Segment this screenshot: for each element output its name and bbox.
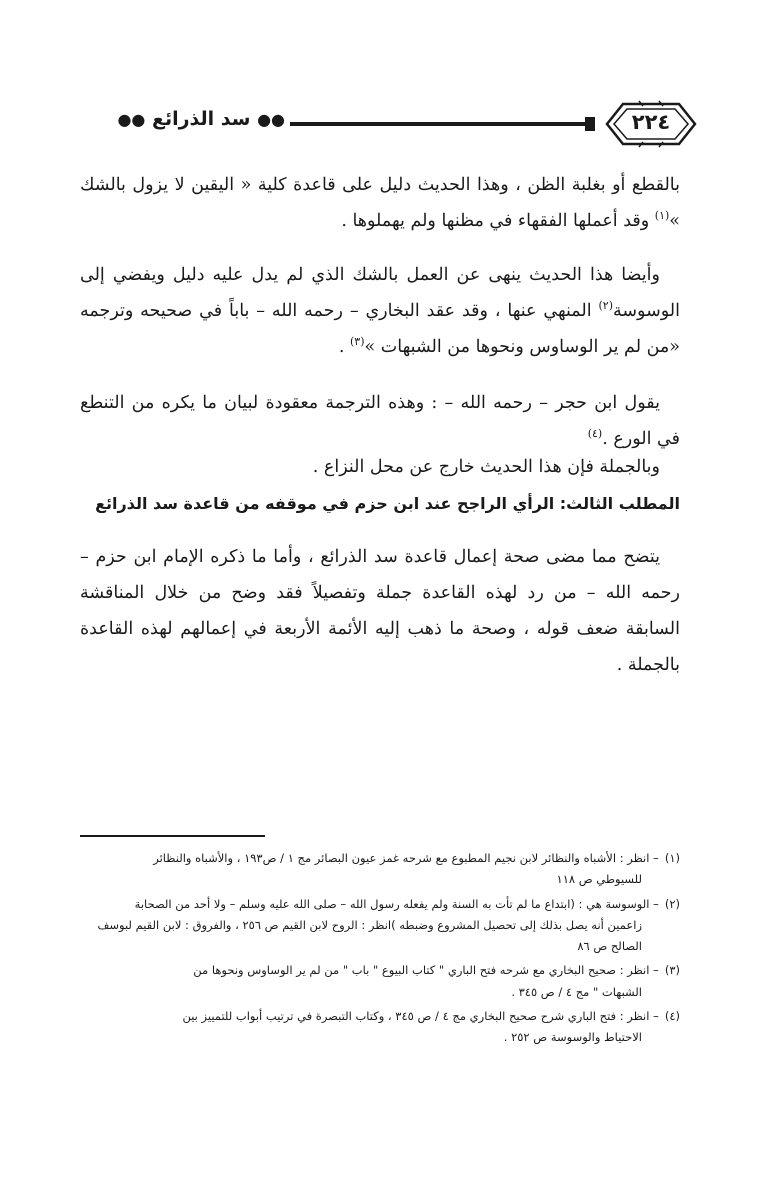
- footnote-ref-4: (٤): [587, 427, 603, 441]
- header-rule-cap: [585, 117, 595, 131]
- footnote-number: (٣): [664, 963, 680, 978]
- page-number-badge: [603, 100, 699, 148]
- footnote-ref-3: (٣): [350, 334, 365, 348]
- paragraph-1-end: وقد أعملها الفقهاء في مظنها ولم يهملوها .: [341, 210, 655, 231]
- paragraph-2: [80, 258, 680, 366]
- footnote-ref-1: (١): [654, 209, 670, 223]
- footnote-continuation: الاحتياط والوسوسة ص ٢٥٢ .: [503, 1030, 642, 1045]
- footnote-text: – انظر : الأشباه والنظائر لابن نجيم المطبوع مع شرحه غمز عيون البصائر مج ١ / ص١٩٣ ، والأشباه والنظائر: [153, 851, 659, 865]
- paragraph-2-text-a: وأيضا هذا الحديث ينهى عن العمل بالشك الذي لم يدل عليه دليل ويفضي إلى الوسوسة: [80, 265, 680, 321]
- paragraph-1: [80, 168, 680, 240]
- page-number: ٢٢٤: [631, 110, 671, 134]
- paragraph-2-text-c: .: [338, 336, 350, 357]
- footnote-separator: [80, 835, 265, 837]
- footnote-4: [80, 1006, 680, 1049]
- footnote-number: (٤): [664, 1008, 680, 1023]
- footnote-number: (٢): [664, 896, 680, 911]
- paragraph-3: [80, 386, 680, 458]
- footnote-number: (١): [664, 851, 680, 865]
- footnote-continuation: للسيوطي ص ١١٨: [556, 872, 642, 887]
- running-title: [75, 108, 285, 130]
- footnote-ref-2: (٢): [598, 299, 614, 313]
- footnote-text: – الوسوسة هي : (ابتداع ما لم تأت به السنة ولم يفعله رسول الله – صلى الله عليه وسلم – ولا أحد من الصحابة: [134, 896, 659, 911]
- paragraph-5: يتضح مما مضى صحة إعمال قاعدة سد الذرائع ، وأما ما ذكره الإمام ابن حزم – رحمه الله – من رد لهذه القاعدة جملة وتفصيلاً فقد وضح من خلال المناقشة السابقة ضعف قوله ، وصحة ما ذهب إليه الأئمة الأربعة في إعمالهم لهذه القاعدة بالجملة .: [80, 547, 680, 675]
- footnote-2: [80, 894, 680, 958]
- section-heading: المطلب الثالث: الرأي الراجح عند ابن حزم في موقفه من قاعدة سد الذرائع: [95, 494, 680, 513]
- footnotes: [80, 848, 680, 1051]
- running-title-text: سد الذرائع: [151, 108, 251, 130]
- footnote-text: – انظر : صحيح البخاري مع شرحه فتح الباري " كتاب البيوع " باب " من لم ير الوساوس ونحوها من: [193, 963, 659, 978]
- header-rule: [290, 122, 590, 126]
- footnote-continuation: الشبهات " مج ٤ / ص ٣٤٥ .: [511, 984, 642, 999]
- page-header: [75, 100, 705, 150]
- bullet-dots-right: ●●: [257, 110, 285, 129]
- paragraph-4: وبالجملة فإن هذا الحديث خارج عن محل النزاع .: [312, 457, 660, 477]
- footnote-3: [80, 960, 680, 1003]
- footnote-continuation: زاعمين أنه يصل بذلك إلى تحصيل المشروع وضبطه )انظر : الروح لابن القيم ص ٢٥٦ ، والفروق : لابن القيم لبوسف الصالح ص ٨٦: [97, 917, 642, 954]
- footnote-1: [80, 848, 680, 891]
- paragraph-1-text: بالقطع أو بغلبة الظن ، وهذا الحديث دليل على قاعدة كلية « اليقين لا يزول بالشك »: [80, 175, 680, 231]
- paragraph-3-text: يقول ابن حجر – رحمه الله – : وهذه الترجمة معقودة لبيان ما يكره من التنطع في الورع .: [80, 393, 680, 449]
- paragraph-2-text-b: المنهي عنها ، وقد عقد البخاري – رحمه الله – باباً في صحيحه وترجمه «من لم ير الوساوس ونحوها من الشبهات »: [80, 300, 680, 357]
- footnote-text: – انظر : فتح الباري شرح صحيح البخاري مج ٤ / ص ٣٤٥ ، وكتاب التبصرة في ترتيب أبواب للتمييز بين: [182, 1008, 659, 1023]
- bullet-dots-left: ●●: [117, 110, 146, 129]
